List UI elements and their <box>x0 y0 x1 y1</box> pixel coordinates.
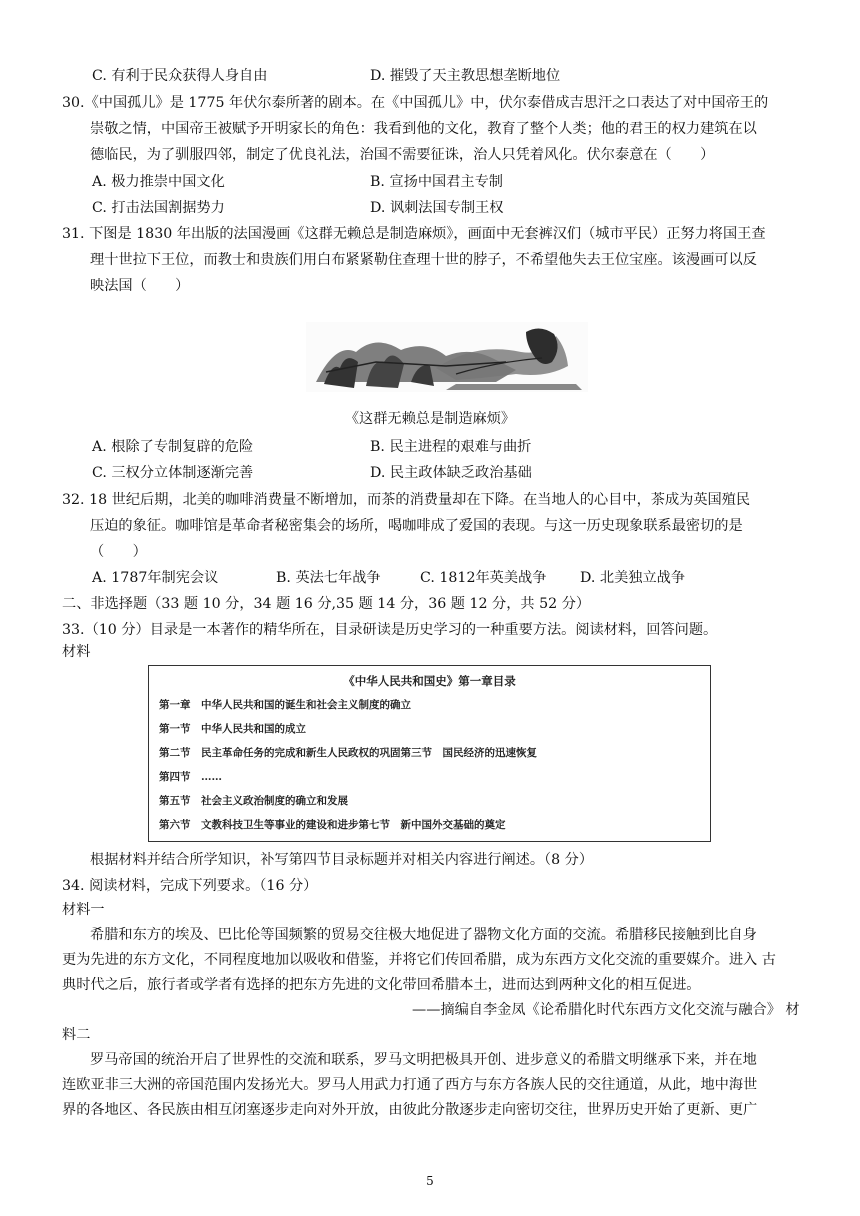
q34-material2-line-3: 界的各地区、各民族由相互闭塞逐步走向对外开放，由彼此分散逐步走向密切交往，世界历史开始了更新、更广 <box>62 1102 758 1118</box>
q30-option-a[interactable]: A. 极力推崇中国文化 <box>92 174 225 190</box>
table-of-contents-box <box>148 665 711 842</box>
q34-material1-line-1: 希腊和东方的埃及、巴比伦等国频繁的贸易交往极大地促进了器物文化方面的交流。希腊移民接触到比自身 <box>90 927 757 943</box>
q31-option-b[interactable]: B. 民主进程的艰难与曲折 <box>370 439 532 455</box>
q34-stem: 34. 阅读材料，完成下列要求。（16 分） <box>62 878 318 894</box>
q33-stem: 33.（10 分）目录是一本著作的精华所在，目录研读是历史学习的一种重要方法。阅读材料，回答问题。 <box>62 622 718 638</box>
toc-line: 第二节 民主革命任务的完成和新生人民政权的巩固第三节 国民经济的迅速恢复 <box>159 747 537 759</box>
page-number: 5 <box>426 1174 434 1188</box>
q32-option-a[interactable]: A. 1787年制宪会议 <box>92 570 219 586</box>
q30-option-b[interactable]: B. 宣扬中国君主专制 <box>370 174 503 190</box>
q30-stem-line-1: 30.《中国孤儿》是 1775 年伏尔泰所著的剧本。在《中国孤儿》中，伏尔泰借成吉思汗之口表达了对中国帝王的 <box>62 95 769 111</box>
q34-source1: ——摘编自李金凤《论希腊化时代东西方文化交流与融合》 材 <box>412 1002 800 1018</box>
q31-stem-line-2: 理十世拉下王位，而教士和贵族们用白布紧紧勒住查理十世的脖子，不希望他失去王位宝座。该漫画可以反 <box>90 252 757 268</box>
q34-material2-line-2: 连欧亚非三大洲的帝国范围内发扬光大。罗马人用武力打通了西方与东方各族人民的交往通道，从此，地中海世 <box>62 1077 758 1093</box>
q32-stem-line-2: 压迫的象征。咖啡馆是革命者秘密集会的场所，喝咖啡成了爱国的表现。与这一历史现象联系最密切的是 <box>90 518 743 534</box>
toc-title: 《中华人民共和国史》第一章目录 <box>343 674 516 688</box>
q34-material2-label: 料二 <box>62 1027 91 1043</box>
q30-option-c[interactable]: C. 打击法国割据势力 <box>92 200 225 216</box>
q32-option-c[interactable]: C. 1812年英美战争 <box>420 570 547 586</box>
cartoon-caption: 《这群无赖总是制造麻烦》 <box>344 411 516 427</box>
toc-line: 第六节 文教科技卫生等事业的建设和进步第七节 新中国外交基础的奠定 <box>159 819 506 831</box>
toc-line: 第一节 中华人民共和国的成立 <box>159 723 306 735</box>
q34-material1-line-3: 典时代之后，旅行者或学者有选择的把东方先进的文化带回希腊本土，进而达到两种文化的相互促进。 <box>62 977 701 993</box>
q31-option-c[interactable]: C. 三权分立体制逐渐完善 <box>92 465 254 481</box>
q30-stem-line-3: 德临民，为了驯服四邻，制定了优良礼法，治国不需要征诛，治人只凭着风化。伏尔泰意在（ ） <box>90 147 715 163</box>
q32-stem-line-3: （ ） <box>90 544 147 560</box>
q34-material1-label: 材料一 <box>62 902 105 918</box>
q31-stem-line-1: 31. 下图是 1830 年出版的法国漫画《这群无赖总是制造麻烦》，画面中无套裤汉们（城市平民）正努力将国王查 <box>62 226 766 242</box>
q34-material1-line-2: 更为先进的东方文化，不同程度地加以吸收和借鉴，并将它们传回希腊，成为东西方文化交流的重要媒介。进入 古 <box>62 952 776 968</box>
q29-option-d[interactable]: D. 摧毁了天主教思想垄断地位 <box>370 68 561 84</box>
q31-option-a[interactable]: A. 根除了专制复辟的危险 <box>92 439 254 455</box>
toc-line: 第五节 社会主义政治制度的确立和发展 <box>159 795 348 807</box>
cartoon-illustration <box>306 322 588 392</box>
q32-option-b[interactable]: B. 英法七年战争 <box>276 570 381 586</box>
q31-option-d[interactable]: D. 民主政体缺乏政治基础 <box>370 465 532 481</box>
toc-line: 第四节 …… <box>159 771 222 783</box>
q33-question: 根据材料并结合所学知识，补写第四节目录标题并对相关内容进行阐述。（8 分） <box>90 852 594 868</box>
toc-line: 第一章 中华人民共和国的诞生和社会主义制度的确立 <box>159 699 411 711</box>
q32-stem-line-1: 32. 18 世纪后期，北美的咖啡消费量不断增加，而茶的消费量却在下降。在当地人的心目中，茶成为英国殖民 <box>62 492 751 508</box>
q31-stem-line-3: 映法国（ ） <box>90 278 190 294</box>
q30-option-d[interactable]: D. 讽刺法国专制王权 <box>370 200 504 216</box>
q34-material2-line-1: 罗马帝国的统治开启了世界性的交流和联系，罗马文明把极具开创、进步意义的希腊文明继承下来，并在地 <box>90 1052 757 1068</box>
q32-option-d[interactable]: D. 北美独立战争 <box>580 570 686 586</box>
section-heading: 二、非选择题（33 题 10 分，34 题 16 分,35 题 14 分，36 题 12 分，共 52 分） <box>62 596 591 612</box>
q29-option-c[interactable]: C. 有利于民众获得人身自由 <box>92 68 268 84</box>
q30-stem-line-2: 崇敬之情，中国帝王被赋予开明家长的角色：我看到他的文化，教育了整个人类；他的君王的权力建筑在以 <box>90 121 757 137</box>
q33-material-label: 材料 <box>62 644 91 660</box>
